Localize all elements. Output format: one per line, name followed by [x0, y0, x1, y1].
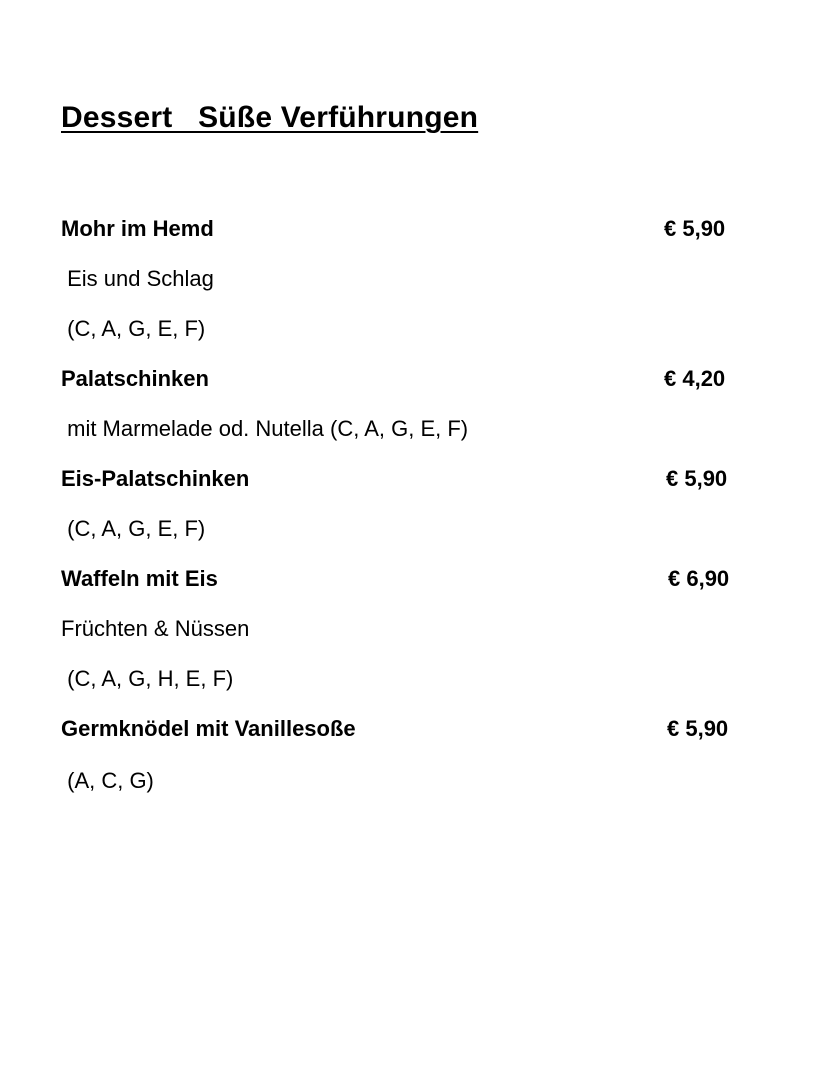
menu-item-description: Früchten & Nüssen — [61, 616, 250, 641]
menu-item-description: mit Marmelade od. Nutella (C, A, G, E, F) — [61, 416, 469, 441]
menu-item-allergens: (A, C, G) — [61, 768, 154, 793]
menu-item-price: € 6,90 — [668, 566, 730, 591]
menu-item-name: Mohr im Hemd — [61, 216, 214, 241]
menu-item-price: € 4,20 — [664, 366, 726, 391]
menu-item-allergens: (C, A, G, E, F) — [61, 316, 206, 341]
menu-item-allergens: (C, A, G, E, F) — [61, 516, 206, 541]
menu-item-name: Germknödel mit Vanillesoße — [61, 716, 356, 741]
menu-item-name: Waffeln mit Eis — [61, 566, 218, 591]
menu-title: Dessert Süße Verführungen — [61, 101, 479, 134]
menu-item-price: € 5,90 — [667, 716, 729, 741]
menu-item-description: Eis und Schlag — [61, 266, 214, 291]
menu-item-price: € 5,90 — [664, 216, 726, 241]
menu-item-name: Palatschinken — [61, 366, 209, 391]
menu-item-allergens: (C, A, G, H, E, F) — [61, 666, 234, 691]
menu-item-price: € 5,90 — [666, 466, 728, 491]
menu-item-name: Eis-Palatschinken — [61, 466, 250, 491]
